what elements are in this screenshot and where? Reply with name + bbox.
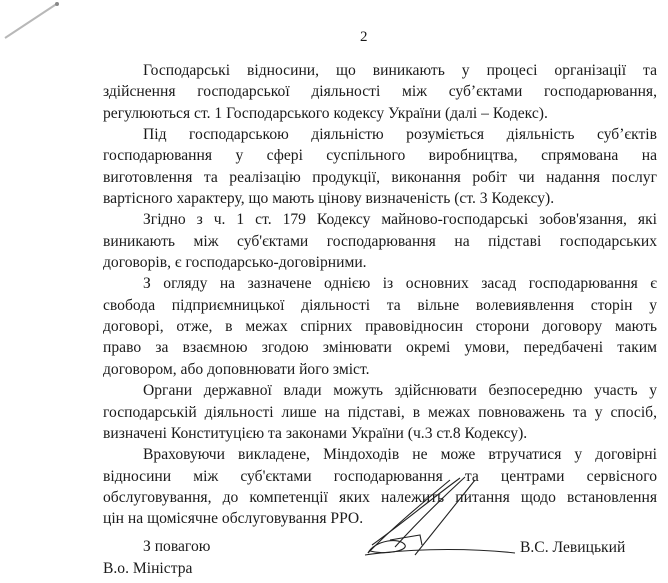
text-line: господарській діяльності лише на підставі, в межах повноважень та у спосіб,: [103, 403, 657, 421]
text-line: Згідно з ч. 1 ст. 179 Кодексу майново-господарські зобов'язання, які: [143, 211, 657, 229]
text-line: регулюються ст. 1 Господарського кодексу України (далі – Кодекс).: [103, 104, 548, 122]
paragraph: [103, 60, 657, 124]
text-line: договорів, є господарсько-договірними.: [103, 254, 367, 272]
paragraph: [103, 124, 657, 209]
letter-body: [103, 60, 657, 530]
pen-stroke-mark: [0, 0, 70, 45]
text-line: цін на щомісячне обслуговування РРО.: [103, 510, 364, 528]
text-line: свобода підприємницької діяльності та вільне волевиявлення сторін у: [103, 296, 657, 314]
text-line: визначені Конституцією та законами України (ч.3 ст.8 Кодексу).: [103, 424, 528, 442]
text-line: обслуговування, до компетенції яких належить питання щодо встановлення: [103, 488, 657, 506]
text-line: виготовлення та реалізацію продукції, виконання робіт чи надання послуг: [103, 168, 657, 186]
text-line: Під господарською діяльністю розуміється діяльність суб’єктів: [143, 126, 657, 144]
closing-salutation: З повагою: [143, 538, 211, 555]
text-line: право за взаємною згодою змінювати окремі умови, передбачені таким: [103, 339, 657, 357]
text-line: відносини між суб'єктами господарювання та центрами сервісного: [103, 467, 657, 485]
text-line: вартісного характеру, що мають цінову визначеність (ст. 3 Кодексу).: [103, 190, 555, 208]
signer-name: В.С. Левицький: [520, 539, 626, 556]
text-line: здійснення господарської діяльності між суб’єктами господарювання,: [103, 83, 657, 101]
paragraph: [103, 380, 657, 444]
text-line: З огляду на зазначене однією із основних засад господарювання є: [143, 275, 657, 293]
text-line: виникають між суб'єктами господарювання на підставі господарських: [103, 232, 657, 250]
text-line: Господарські відносини, що виникають у процесі організації та: [143, 62, 657, 79]
signer-role: В.о. Міністра: [103, 560, 193, 577]
text-line: договорі, отже, в межах спірних правовідносин сторони договору мають: [103, 318, 657, 336]
paragraph: [103, 209, 657, 273]
text-line: Органи державної влади можуть здійснювати безпосередню участь у: [143, 382, 657, 400]
page-number: 2: [360, 29, 368, 45]
text-line: Враховуючи викладене, Міндоходів не може втручатися у договірні: [143, 446, 657, 464]
text-line: договором, або доповнювати його зміст.: [103, 360, 370, 378]
paragraph: [103, 273, 657, 380]
text-line: господарювання у сфері суспільного виробництва, спрямована на: [103, 147, 657, 165]
